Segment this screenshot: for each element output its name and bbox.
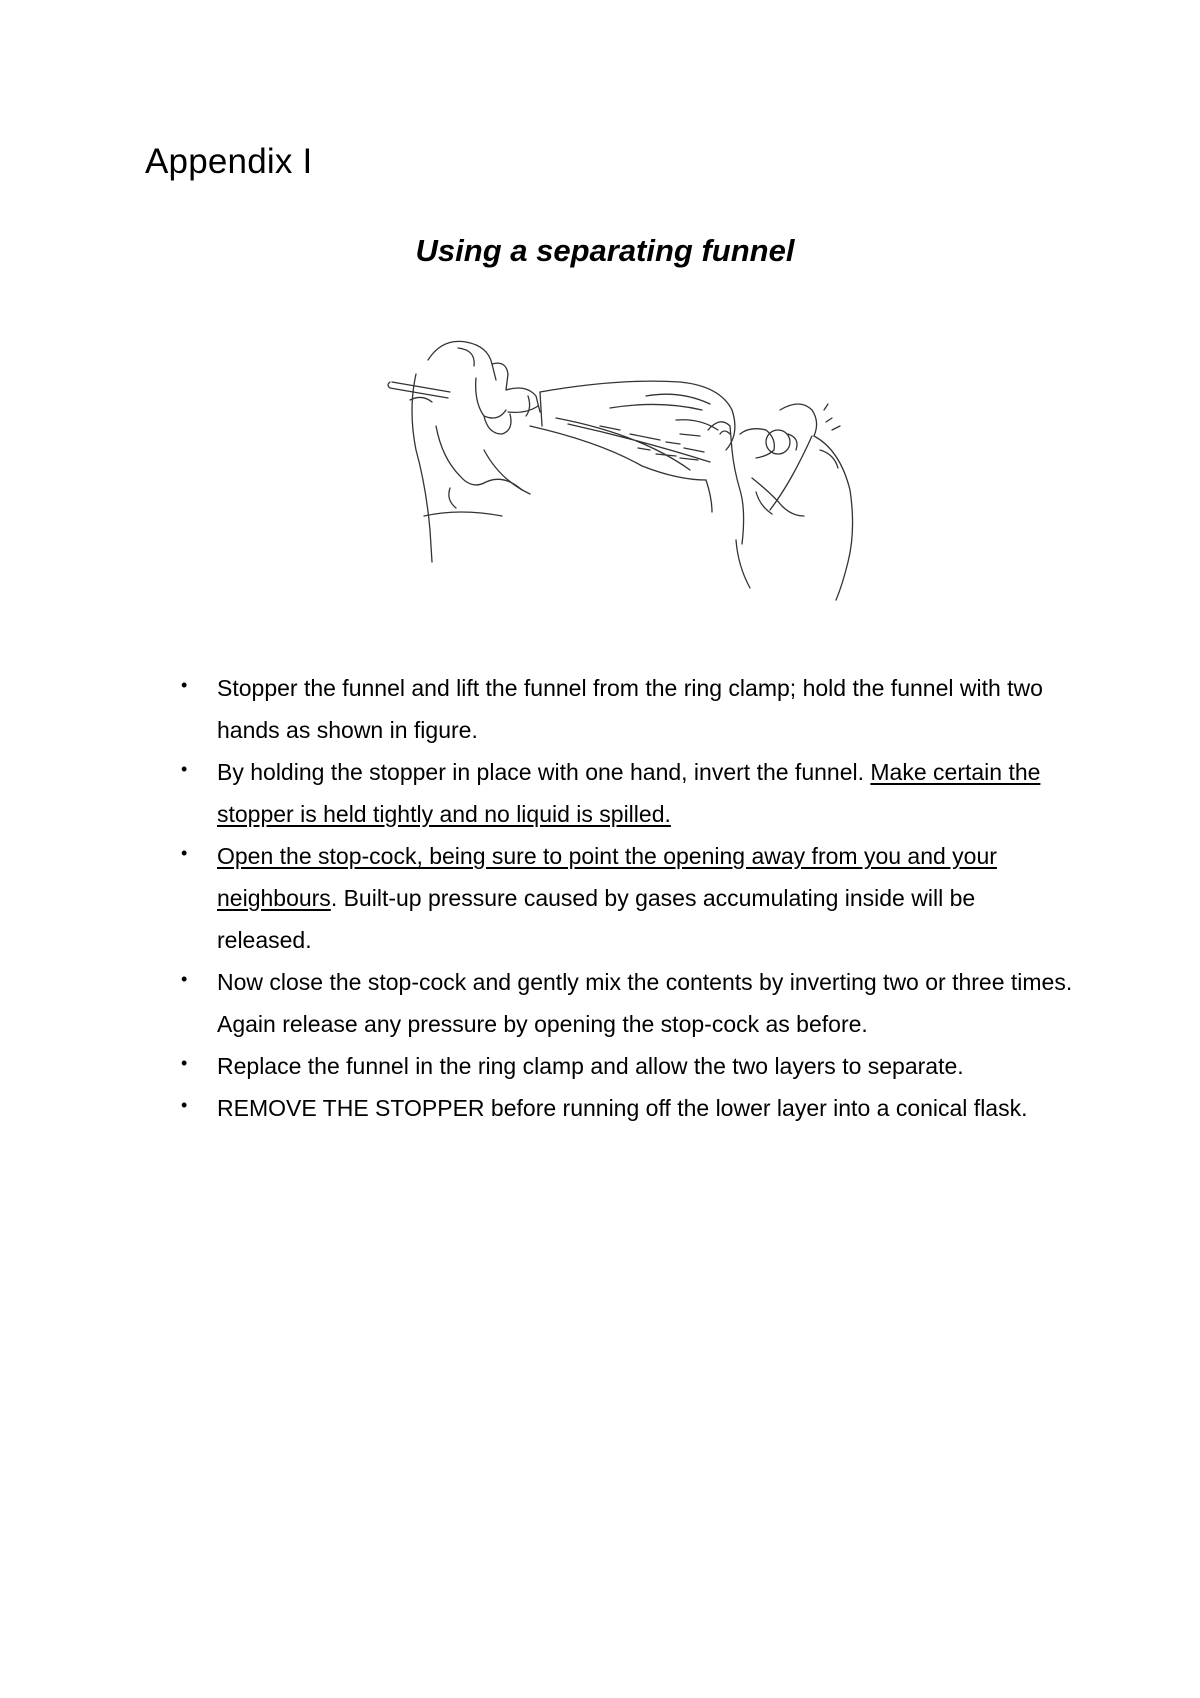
bullet-icon: • [181,843,188,863]
separating-funnel-figure [380,330,890,630]
list-item [175,835,1075,961]
bullet-icon: • [181,759,188,779]
step-text: . Built-up pressure caused by gases accumulating inside will be released. [217,885,976,953]
step-text: By holding the stopper in place with one hand, invert the funnel. [217,759,871,785]
list-item [175,667,1075,751]
list-item [175,1087,1075,1129]
list-item [175,1045,1075,1087]
bullet-icon: • [181,1053,188,1073]
appendix-heading: Appendix I [145,142,313,181]
list-item [175,961,1075,1045]
step-text: Replace the funnel in the ring clamp and allow the two layers to separate. [217,1053,964,1079]
instruction-list [175,667,1075,1129]
list-item [175,751,1075,835]
step-text: Stopper the funnel and lift the funnel from the ring clamp; hold the funnel with two hands as shown in figure. [217,675,1043,743]
bullet-icon: • [181,1095,188,1115]
step-warning-underlined: Make certain the stopper is held tightly and no liquid is spilled. [217,759,1041,827]
step-text: Now close the stop-cock and gently mix the contents by inverting two or three times. Again release any pressure by opening the stop-cock as before. [217,969,1073,1037]
step-text: REMOVE THE STOPPER before running off the lower layer into a conical flask. [217,1095,1028,1121]
section-title: Using a separating funnel [415,233,795,268]
bullet-icon: • [181,675,188,695]
bullet-icon: • [181,969,188,989]
separating-funnel-illustration-icon [380,330,890,630]
step-warning-underlined: Open the stop-cock, being sure to point the opening away from you and your neighbours [217,843,997,911]
